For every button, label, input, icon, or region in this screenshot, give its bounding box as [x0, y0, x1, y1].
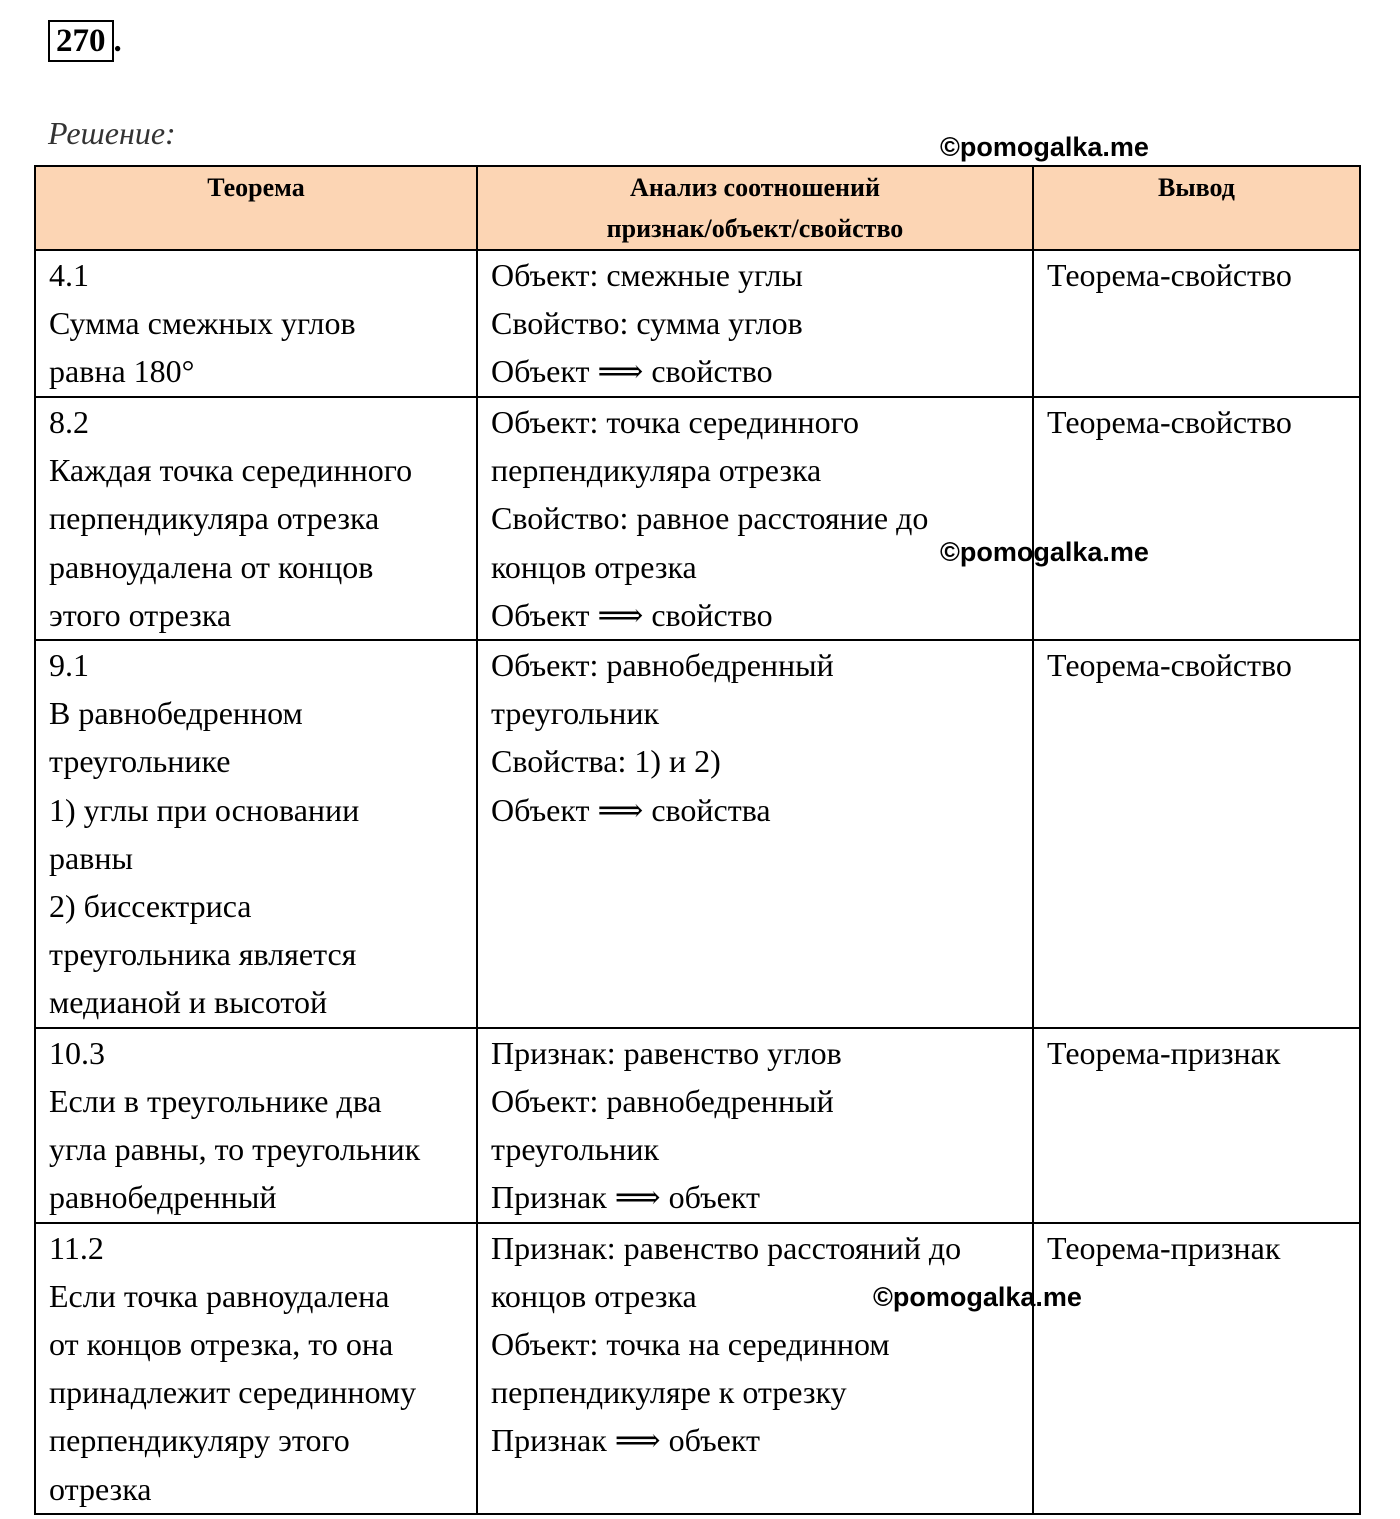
table-row	[35, 1223, 1360, 1514]
analysis-line: Объект: точка серединного	[491, 404, 859, 440]
theorem-analysis-table	[34, 165, 1361, 1515]
theorem-line: от концов отрезка, то она	[49, 1326, 394, 1363]
theorem-line: 10.3	[49, 1034, 105, 1071]
analysis-line: концов отрезка	[491, 548, 697, 585]
theorem-line: Сумма смежных углов	[49, 305, 356, 342]
analysis-cell	[477, 640, 1033, 1028]
analysis-line: треугольник	[491, 695, 660, 732]
analysis-line: перпендикуляре к отрезку	[491, 1374, 847, 1411]
analysis-line: Признак ⟹ объект	[491, 1422, 760, 1459]
analysis-line: Свойство: равное расстояние до	[491, 500, 929, 537]
analysis-line: Объект ⟹ свойство	[491, 596, 773, 633]
conclusion-text: Теорема-признак	[1047, 1229, 1281, 1266]
theorem-line: равнобедренный	[49, 1179, 277, 1216]
theorem-line: 4.1	[49, 257, 89, 293]
theorem-line: 8.2	[49, 404, 89, 440]
table-row	[35, 250, 1360, 397]
theorem-line: 1) углы при основании	[49, 791, 360, 828]
analysis-line: Свойства: 1) и 2)	[491, 743, 721, 780]
conclusion-text: Теорема-свойство	[1047, 404, 1292, 440]
table-row	[35, 397, 1360, 640]
analysis-line: Признак: равенство углов	[491, 1034, 842, 1071]
analysis-line: Свойство: сумма углов	[491, 305, 803, 342]
analysis-line: треугольник	[491, 1131, 660, 1168]
theorem-line: отрезка	[49, 1470, 152, 1507]
theorem-line: медианой и высотой	[49, 984, 328, 1021]
header-theorem: Теорема	[35, 166, 477, 250]
theorem-line: равноудалена от концов	[49, 548, 374, 585]
conclusion-cell	[1033, 397, 1360, 640]
header-conclusion: Вывод	[1033, 166, 1360, 250]
header-analysis-line2: признак/объект/свойство	[606, 214, 904, 243]
theorem-line: треугольнике	[49, 743, 231, 780]
theorem-line: Если точка равноудалена	[49, 1277, 390, 1314]
analysis-line: Объект: смежные углы	[491, 257, 803, 293]
analysis-line: Объект ⟹ свойство	[491, 353, 773, 390]
problem-number	[48, 20, 122, 62]
analysis-line: Объект ⟹ свойства	[491, 791, 771, 828]
conclusion-text: Теорема-признак	[1047, 1034, 1281, 1071]
theorem-cell	[35, 397, 477, 640]
theorem-cell	[35, 1223, 477, 1514]
theorem-line: 11.2	[49, 1229, 104, 1266]
header-analysis-line1: Анализ соотношений	[630, 173, 880, 202]
conclusion-text: Теорема-свойство	[1047, 257, 1292, 293]
analysis-line: концов отрезка	[491, 1277, 697, 1314]
analysis-line: Объект: точка на серединном	[491, 1326, 890, 1363]
theorem-line: Если в треугольнике два	[49, 1082, 382, 1119]
theorem-line: угла равны, то треугольник	[49, 1131, 421, 1168]
analysis-cell	[477, 250, 1033, 397]
theorem-line: принадлежит серединному	[49, 1374, 417, 1411]
theorem-line: 2) биссектриса	[49, 888, 252, 925]
theorem-line: Каждая точка серединного	[49, 452, 413, 489]
problem-number-suffix: .	[113, 23, 122, 59]
theorem-line: равны	[49, 839, 133, 876]
theorem-cell	[35, 250, 477, 397]
analysis-cell	[477, 1028, 1033, 1223]
conclusion-cell	[1033, 1028, 1360, 1223]
watermark: ©pomogalka.me	[940, 132, 1149, 162]
theorem-cell	[35, 1028, 477, 1223]
table-row	[35, 1028, 1360, 1223]
conclusion-text: Теорема-свойство	[1047, 647, 1292, 684]
analysis-line: перпендикуляра отрезка	[491, 452, 822, 489]
table-header-row	[35, 166, 1360, 250]
analysis-line: Признак ⟹ объект	[491, 1179, 760, 1216]
theorem-line: В равнобедренном	[49, 695, 303, 732]
analysis-cell	[477, 1223, 1033, 1514]
watermark: ©pomogalka.me	[873, 1282, 1082, 1312]
watermark: ©pomogalka.me	[940, 537, 1149, 567]
conclusion-cell	[1033, 1223, 1360, 1514]
analysis-cell	[477, 397, 1033, 640]
solution-label: Решение:	[48, 115, 176, 151]
conclusion-cell	[1033, 250, 1360, 397]
header-analysis	[477, 166, 1033, 250]
theorem-line: треугольника является	[49, 936, 357, 973]
theorem-line: 9.1	[49, 647, 89, 684]
theorem-line: равна 180°	[49, 353, 195, 390]
analysis-line: Объект: равнобедренный	[491, 1082, 834, 1119]
theorem-line: перпендикуляру этого	[49, 1422, 350, 1459]
problem-number-box: 270	[48, 20, 114, 62]
theorem-line: этого отрезка	[49, 596, 232, 633]
theorem-line: перпендикуляра отрезка	[49, 500, 380, 537]
table-row	[35, 640, 1360, 1028]
analysis-line: Признак: равенство расстояний до	[491, 1229, 962, 1266]
analysis-line: Объект: равнобедренный	[491, 647, 834, 684]
theorem-cell	[35, 640, 477, 1028]
conclusion-cell	[1033, 640, 1360, 1028]
